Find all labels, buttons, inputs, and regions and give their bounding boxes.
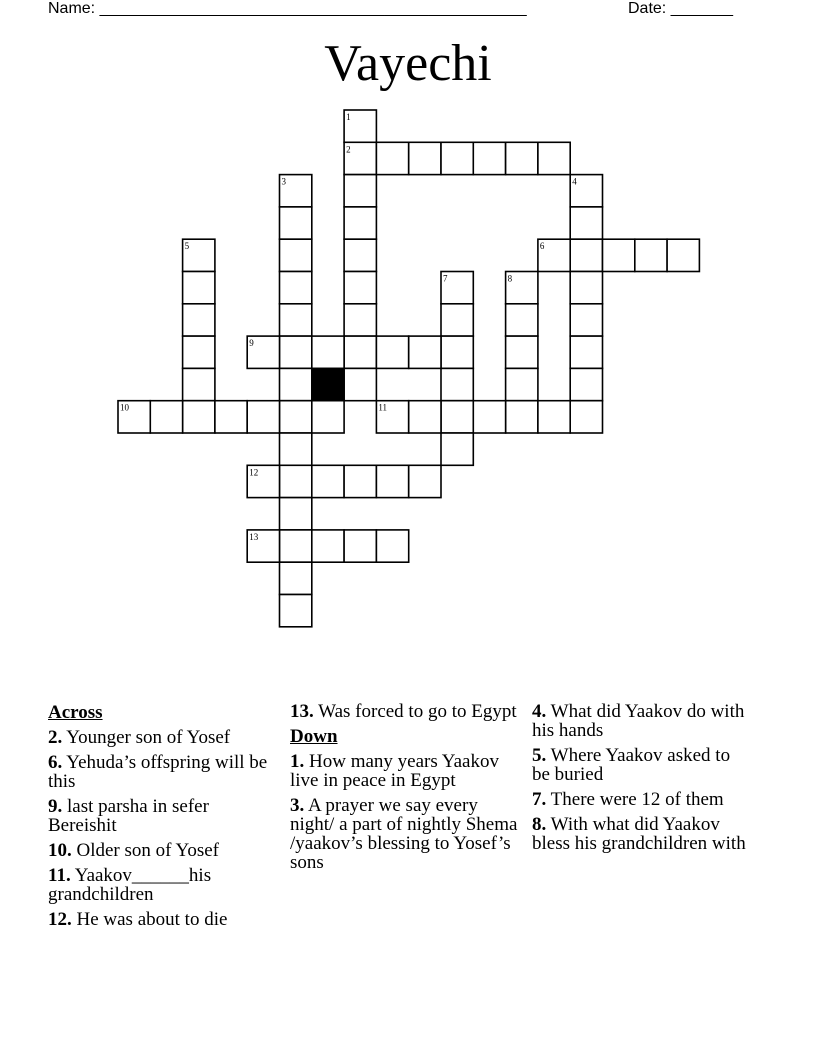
grid-cell[interactable] <box>183 368 215 400</box>
clue-down-4: 4. What did Yaakov do with his hands <box>532 701 745 741</box>
grid-cell[interactable] <box>570 304 602 336</box>
grid-cell[interactable] <box>506 142 538 174</box>
grid-cell[interactable] <box>280 595 312 627</box>
grid-cell[interactable] <box>312 465 344 497</box>
blocked-cell <box>312 368 344 400</box>
clue-number-label: 4 <box>572 176 577 187</box>
grid-cell[interactable] <box>344 465 376 497</box>
across-heading: Across <box>48 702 103 723</box>
grid-cell[interactable] <box>473 142 505 174</box>
grid-cell[interactable] <box>280 304 312 336</box>
clue-across-2: 2. Younger son of Yosef <box>48 727 231 748</box>
page-title: Vayechi <box>324 35 492 92</box>
date-field-label: Date: _______ <box>628 0 733 17</box>
grid-cell[interactable] <box>312 336 344 368</box>
grid-cell[interactable] <box>376 465 408 497</box>
clue-across-11: 11. Yaakov______his grandchildren <box>48 865 212 905</box>
grid-cell[interactable] <box>183 239 215 271</box>
clue-number-label: 1 <box>346 112 351 122</box>
grid-cell[interactable] <box>376 142 408 174</box>
clue-number-label: 10 <box>120 402 129 413</box>
grid-cell[interactable] <box>280 465 312 497</box>
grid-cell[interactable] <box>280 498 312 530</box>
clue-number-label: 5 <box>184 241 190 252</box>
grid-cell[interactable] <box>473 401 505 433</box>
grid-cell[interactable] <box>280 562 312 594</box>
grid-cell[interactable] <box>247 530 279 562</box>
clue-number-label: 12 <box>249 467 259 478</box>
grid-cell[interactable] <box>150 401 182 433</box>
grid-cell[interactable] <box>538 239 570 271</box>
clue-number-label: 6 <box>539 241 545 252</box>
grid-cell[interactable] <box>344 336 376 368</box>
grid-cell[interactable] <box>344 304 376 336</box>
clue-across-9: 9. last parsha in sefer Bereishit <box>48 796 209 836</box>
grid-cell[interactable] <box>376 401 408 433</box>
grid-cell[interactable] <box>183 304 215 336</box>
grid-cell[interactable] <box>376 530 408 562</box>
grid-cell[interactable] <box>280 207 312 239</box>
grid-cell[interactable] <box>506 368 538 400</box>
grid-cell[interactable] <box>409 142 441 174</box>
grid-cell[interactable] <box>344 368 376 400</box>
grid-cell[interactable] <box>344 239 376 271</box>
grid-cell[interactable] <box>312 401 344 433</box>
grid-cell[interactable] <box>280 175 312 207</box>
grid-cell[interactable] <box>247 465 279 497</box>
clue-across-13: 13. Was forced to go to Egypt <box>290 701 517 722</box>
grid-cell[interactable] <box>441 272 473 304</box>
grid-cell[interactable] <box>280 433 312 465</box>
clue-column-2 <box>290 702 518 878</box>
grid-cell[interactable] <box>538 401 570 433</box>
grid-cell[interactable] <box>441 401 473 433</box>
grid-cell[interactable] <box>409 465 441 497</box>
grid-cell[interactable] <box>635 239 667 271</box>
grid-cell[interactable] <box>215 401 247 433</box>
clue-number-label: 8 <box>507 273 513 284</box>
grid-cell[interactable] <box>506 304 538 336</box>
grid-cell[interactable] <box>667 239 699 271</box>
clue-number-label: 3 <box>281 176 286 187</box>
grid-cell[interactable] <box>506 272 538 304</box>
grid-cell[interactable] <box>441 142 473 174</box>
grid-cell[interactable] <box>376 336 408 368</box>
grid-cell[interactable] <box>409 401 441 433</box>
clue-column-1 <box>48 702 276 935</box>
grid-cell[interactable] <box>280 530 312 562</box>
grid-cell[interactable] <box>247 401 279 433</box>
grid-cell[interactable] <box>441 304 473 336</box>
grid-cell[interactable] <box>344 530 376 562</box>
grid-cell[interactable] <box>441 336 473 368</box>
grid-cell[interactable] <box>280 239 312 271</box>
grid-cell[interactable] <box>570 336 602 368</box>
clue-number-label: 7 <box>443 273 448 284</box>
grid-cell[interactable] <box>344 207 376 239</box>
grid-cell[interactable] <box>280 272 312 304</box>
grid-cell[interactable] <box>118 401 150 433</box>
page-header <box>48 0 748 20</box>
grid-cell[interactable] <box>280 336 312 368</box>
grid-cell[interactable] <box>409 336 441 368</box>
grid-cell[interactable] <box>183 272 215 304</box>
grid-cell[interactable] <box>506 336 538 368</box>
grid-cell[interactable] <box>344 142 376 174</box>
grid-cell[interactable] <box>280 368 312 400</box>
clue-down-5: 5. Where Yaakov asked to be buried <box>532 745 731 785</box>
grid-cell[interactable] <box>344 175 376 207</box>
grid-cell[interactable] <box>538 142 570 174</box>
grid-cell[interactable] <box>247 336 279 368</box>
grid-cell[interactable] <box>183 401 215 433</box>
clue-number-label: 9 <box>249 338 254 349</box>
clue-down-8: 8. With what did Yaakov bless his grandchildren with <box>532 814 746 854</box>
clue-number-label: 13 <box>249 531 259 542</box>
clue-column-3 <box>532 702 752 859</box>
grid-cell[interactable] <box>570 175 602 207</box>
grid-cell[interactable] <box>506 401 538 433</box>
clue-across-6: 6. Yehuda’s offspring will be this <box>48 752 268 792</box>
clue-down-3: 3. A prayer we say every night/ a part of nightly Shema /yaakov’s blessing to Yosef’s sons <box>290 795 518 873</box>
grid-cell[interactable] <box>280 401 312 433</box>
grid-cell[interactable] <box>570 401 602 433</box>
clue-number-label: 11 <box>378 402 388 413</box>
name-field-label: Name: ________________________________________________ <box>48 0 527 17</box>
grid-cell[interactable] <box>603 239 635 271</box>
grid-cell[interactable] <box>441 368 473 400</box>
grid-cell[interactable] <box>312 530 344 562</box>
grid-cell[interactable] <box>344 272 376 304</box>
grid-cell[interactable] <box>570 207 602 239</box>
grid-cell[interactable] <box>441 433 473 465</box>
clue-across-10: 10. Older son of Yosef <box>48 840 219 861</box>
grid-cell[interactable] <box>344 110 376 142</box>
clue-across-12: 12. He was about to die <box>48 909 228 930</box>
clue-number-label: 2 <box>346 144 351 155</box>
grid-cell[interactable] <box>570 272 602 304</box>
down-heading: Down <box>290 726 338 747</box>
grid-cell[interactable] <box>570 239 602 271</box>
clue-down-1: 1. How many years Yaakov live in peace in Egypt <box>290 751 499 791</box>
clue-down-7: 7. There were 12 of them <box>532 789 724 810</box>
grid-cell[interactable] <box>183 336 215 368</box>
grid-cell[interactable] <box>570 368 602 400</box>
